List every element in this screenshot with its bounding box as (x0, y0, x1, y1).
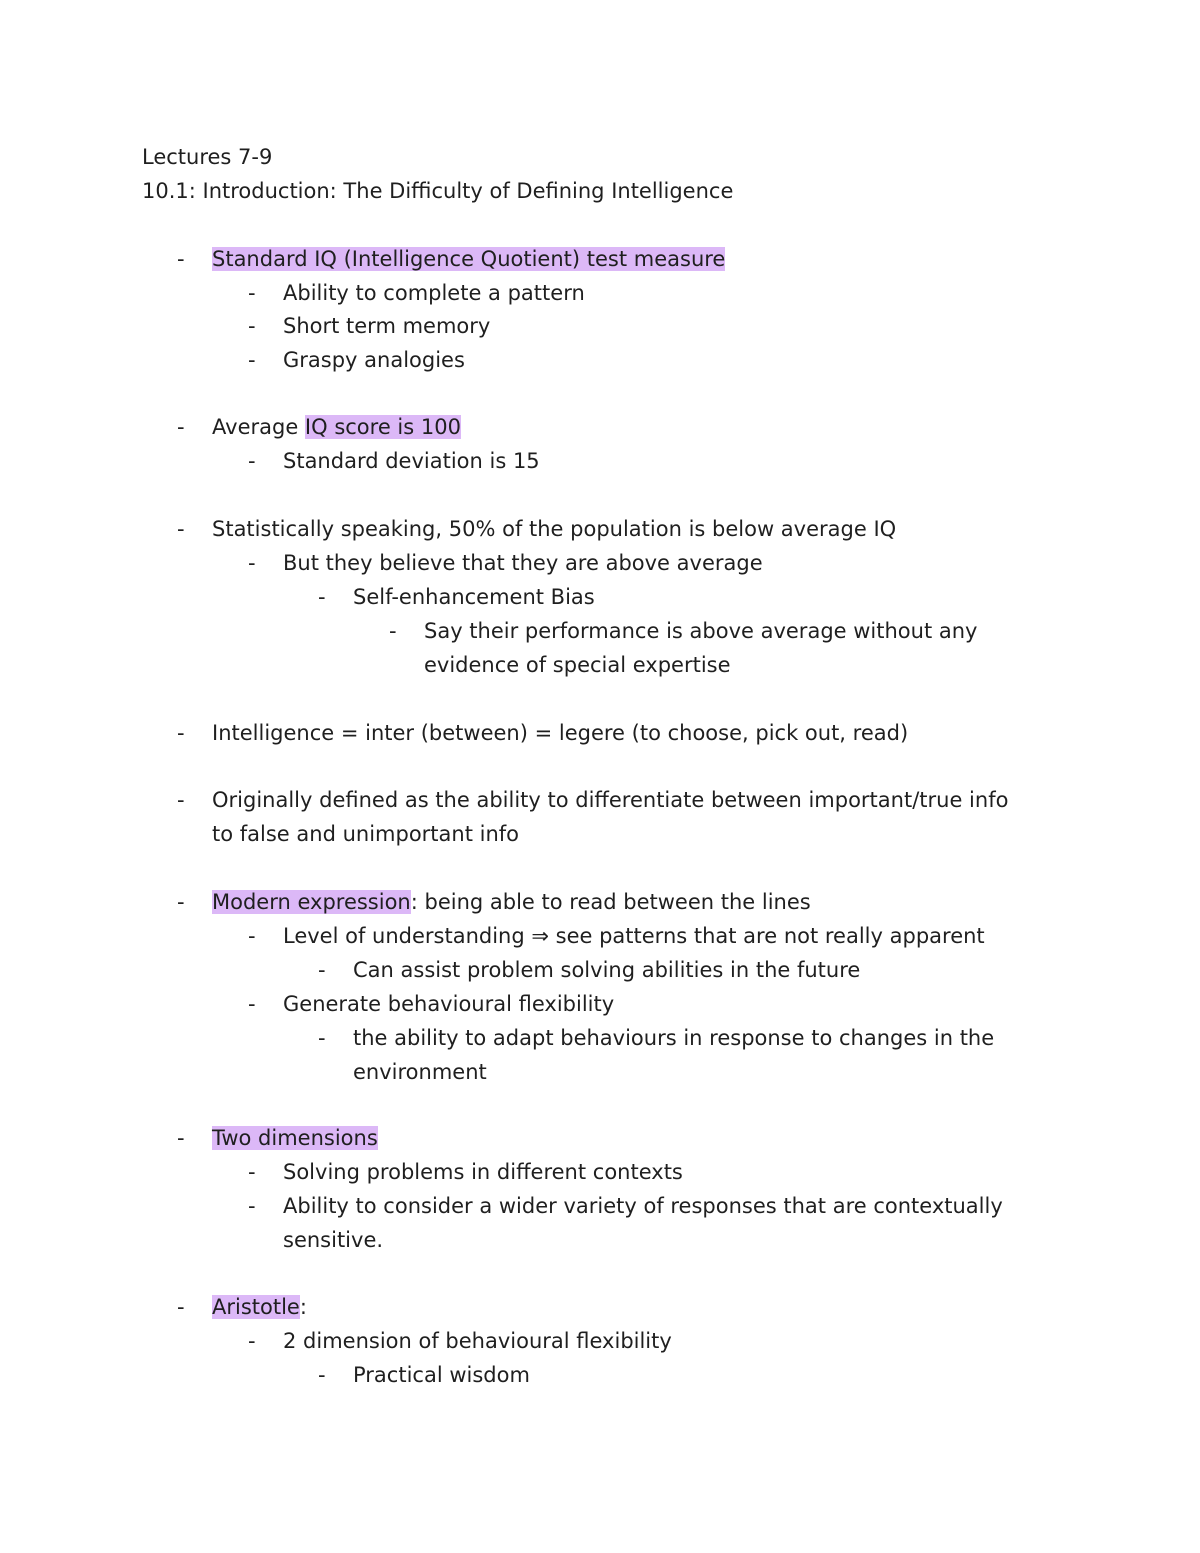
note-aristotle-colon: : (299, 1295, 307, 1319)
bullet-dash: - (248, 281, 256, 305)
note-average-prefix: Average (212, 415, 305, 439)
note-iq-analogies: Graspy analogies (283, 348, 465, 372)
bullet-dash: - (248, 348, 256, 372)
note-bias: Self-enhancement Bias (353, 585, 595, 609)
bullet-dash: - (318, 1363, 326, 1387)
note-practical: Practical wisdom (353, 1363, 530, 1387)
bullet-dash: - (177, 1295, 185, 1319)
note-solving: Solving problems in different contexts (283, 1160, 683, 1184)
highlight: IQ score is 100 (304, 415, 461, 439)
note-consider-1: Ability to consider a wider variety of responses that are contextually (283, 1194, 1003, 1218)
bullet-dash: - (248, 1194, 256, 1218)
note-average-iq (212, 410, 461, 444)
note-iq-test (212, 242, 725, 276)
note-aristotle (212, 1290, 307, 1324)
note-original-2: to false and unimportant info (212, 822, 520, 846)
bullet-dash: - (248, 1160, 256, 1184)
bullet-dash: - (177, 890, 185, 914)
bullet-dash: - (248, 449, 256, 473)
note-statistics: Statistically speaking, 50% of the population is below average IQ (212, 517, 897, 541)
note-generate: Generate behavioural flexibility (283, 992, 615, 1016)
bullet-dash: - (248, 314, 256, 338)
highlight: Aristotle (212, 1295, 300, 1319)
note-adapt-1: the ability to adapt behaviours in response to changes in the (353, 1026, 995, 1050)
highlight: Standard IQ (Intelligence Quotient) test measure (212, 247, 726, 271)
note-modern-rest: : being able to read between the lines (410, 890, 811, 914)
bullet-dash: - (318, 585, 326, 609)
note-assist: Can assist problem solving abilities in the future (353, 958, 861, 982)
section-heading: 10.1: Introduction: The Difficulty of Defining Intelligence (142, 179, 734, 203)
bullet-dash: - (177, 1126, 185, 1150)
note-original-1: Originally defined as the ability to differentiate between important/true info (212, 788, 1009, 812)
lectures-heading: Lectures 7-9 (142, 145, 273, 169)
note-etymology: Intelligence = inter (between) = legere (to choose, pick out, read) (212, 721, 909, 745)
bullet-dash: - (248, 992, 256, 1016)
note-bias-desc-1: Say their performance is above average without any (424, 619, 978, 643)
bullet-dash: - (248, 1329, 256, 1353)
bullet-dash: - (177, 721, 185, 745)
bullet-dash: - (389, 619, 397, 643)
bullet-dash: - (248, 551, 256, 575)
note-understanding: Level of understanding ⇒ see patterns that are not really apparent (283, 924, 985, 948)
highlight: Modern expression (212, 890, 411, 914)
bullet-dash: - (318, 958, 326, 982)
note-modern (212, 885, 811, 919)
bullet-dash: - (177, 788, 185, 812)
note-two-dim-flex: 2 dimension of behavioural flexibility (283, 1329, 672, 1353)
note-iq-memory: Short term memory (283, 314, 491, 338)
note-believe: But they believe that they are above average (283, 551, 763, 575)
bullet-dash: - (177, 247, 185, 271)
note-std-dev: Standard deviation is 15 (283, 449, 540, 473)
bullet-dash: - (177, 517, 185, 541)
bullet-dash: - (177, 415, 185, 439)
note-adapt-2: environment (353, 1060, 487, 1084)
bullet-dash: - (248, 924, 256, 948)
note-bias-desc-2: evidence of special expertise (424, 653, 731, 677)
bullet-dash: - (318, 1026, 326, 1050)
note-iq-pattern: Ability to complete a pattern (283, 281, 585, 305)
highlight: Two dimensions (212, 1126, 378, 1150)
note-consider-2: sensitive. (283, 1228, 384, 1252)
note-two-dimensions (212, 1121, 378, 1155)
